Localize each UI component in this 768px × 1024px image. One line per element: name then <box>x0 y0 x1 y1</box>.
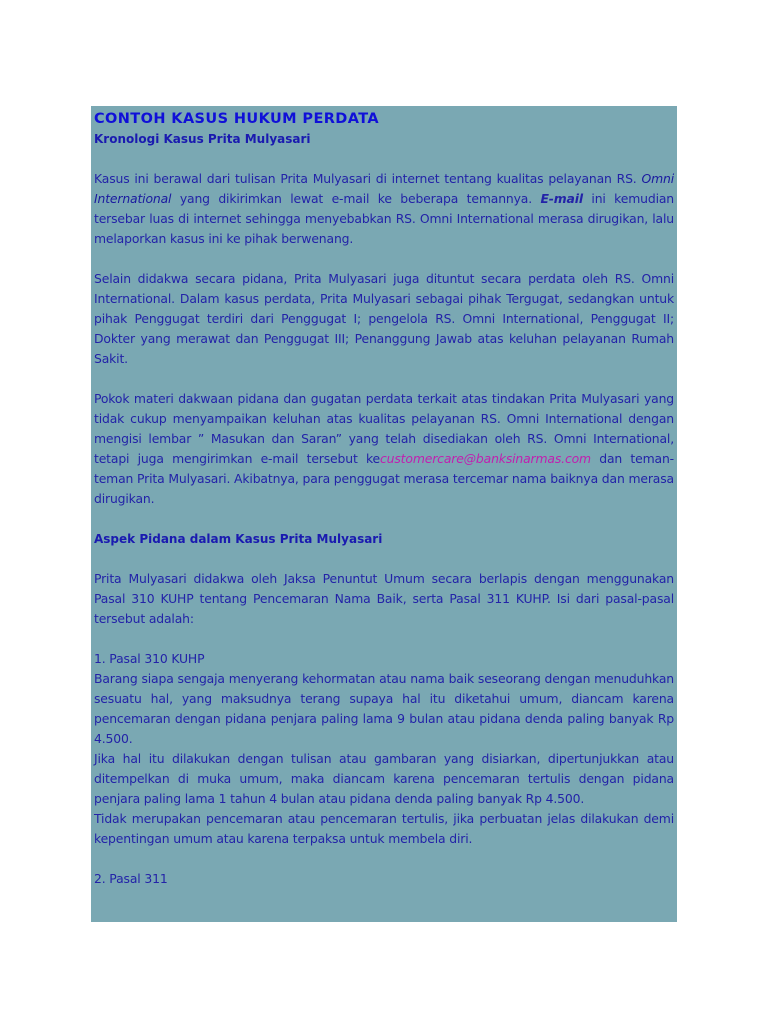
paragraph-indictment-text-b: dan teman-teman Prita Mulyasari. Akibatnya, para penggugat merasa tercemar nama baiknya dan merasa dirugikan. <box>94 451 675 506</box>
section-heading-criminal-aspect: Aspek Pidana dalam Kasus Prita Mulyasari <box>94 532 383 546</box>
paragraph-indictment <box>94 389 674 509</box>
paragraph-intro-text-a: Kasus ini berawal dari tulisan Prita Mulyasari di internet tentang kualitas pelayanan RS. <box>94 171 642 186</box>
spacer <box>94 849 674 869</box>
omni-international-emphasis: Omni International <box>94 171 674 206</box>
pasal-310-clause-1: Barang siapa sengaja menyerang kehormatan atau nama baik seseorang dengan menuduhkan sesuatu hal, yang maksudnya terang supaya hal itu diketahui umum, diancam karena pencemaran dengan pidana penjara paling lama 9 bulan atau pidana denda paling banyak Rp 4.500. <box>94 671 674 746</box>
spacer <box>94 369 674 389</box>
document-subtitle: Kronologi Kasus Prita Mulyasari <box>94 132 311 146</box>
document-title: CONTOH KASUS HUKUM PERDATA <box>94 111 380 127</box>
spacer <box>94 509 674 529</box>
paragraph-civil-case: Selain didakwa secara pidana, Prita Mulyasari juga dituntut secara perdata oleh RS. Omni International. Dalam kasus perdata, Prita Mulyasari sebagai pihak Tergugat, sedangkan untuk pihak Penggugat terdiri dari Penggugat I; pengelola RS. Omni International, Penggugat II; Dokter yang merawat dan Penggugat III; Penanggung Jawab atas keluhan pelayanan Rumah Sakit. <box>94 271 674 366</box>
spacer <box>94 249 674 269</box>
document-page <box>91 106 677 922</box>
pasal-310-clause-3: Tidak merupakan pencemaran atau pencemaran tertulis, jika perbuatan jelas dilakukan demi kepentingan umum atau karena terpaksa untuk membela diri. <box>94 811 674 846</box>
email-link[interactable]: customercare@banksinarmas.com <box>380 451 591 466</box>
pasal-310-clause-2: Jika hal itu dilakukan dengan tulisan atau gambaran yang disiarkan, dipertunjukkan atau ditempelkan di muka umum, maka diancam karena pencemaran tertulis dengan pidana penjara paling lama 1 tahun 4 bulan atau pidana denda paling banyak Rp 4.500. <box>94 751 674 806</box>
pasal-311-heading: 2. Pasal 311 <box>94 871 168 886</box>
pasal-310-heading: 1. Pasal 310 KUHP <box>94 651 205 666</box>
spacer <box>94 629 674 649</box>
paragraph-charges: Prita Mulyasari didakwa oleh Jaksa Penuntut Umum secara berlapis dengan menggunakan Pasal 310 KUHP tentang Pencemaran Nama Baik, serta Pasal 311 KUHP. Isi dari pasal-pasal tersebut adalah: <box>94 571 674 626</box>
paragraph-intro <box>94 169 674 249</box>
spacer <box>94 549 674 569</box>
spacer <box>94 149 674 169</box>
paragraph-intro-text-c: yang dikirimkan lewat e-mail ke beberapa temannya. <box>171 191 541 206</box>
email-emphasis: E-mail <box>540 191 583 206</box>
paragraph-indictment-text-a: Pokok materi dakwaan pidana dan gugatan perdata terkait atas tindakan Prita Mulyasari yang tidak cukup menyampaikan keluhan atas kualitas pelayanan RS. Omni International dengan mengisi lembar ” Masukan dan Saran” yang telah disediakan oleh RS. Omni International, tetapi juga mengirimkan e-mail tersebut ke <box>94 391 674 466</box>
paragraph-intro-text-e: ini kemudian tersebar luas di internet sehingga menyebabkan RS. Omni International merasa dirugikan, lalu melaporkan kasus ini ke pihak berwenang. <box>94 191 675 246</box>
